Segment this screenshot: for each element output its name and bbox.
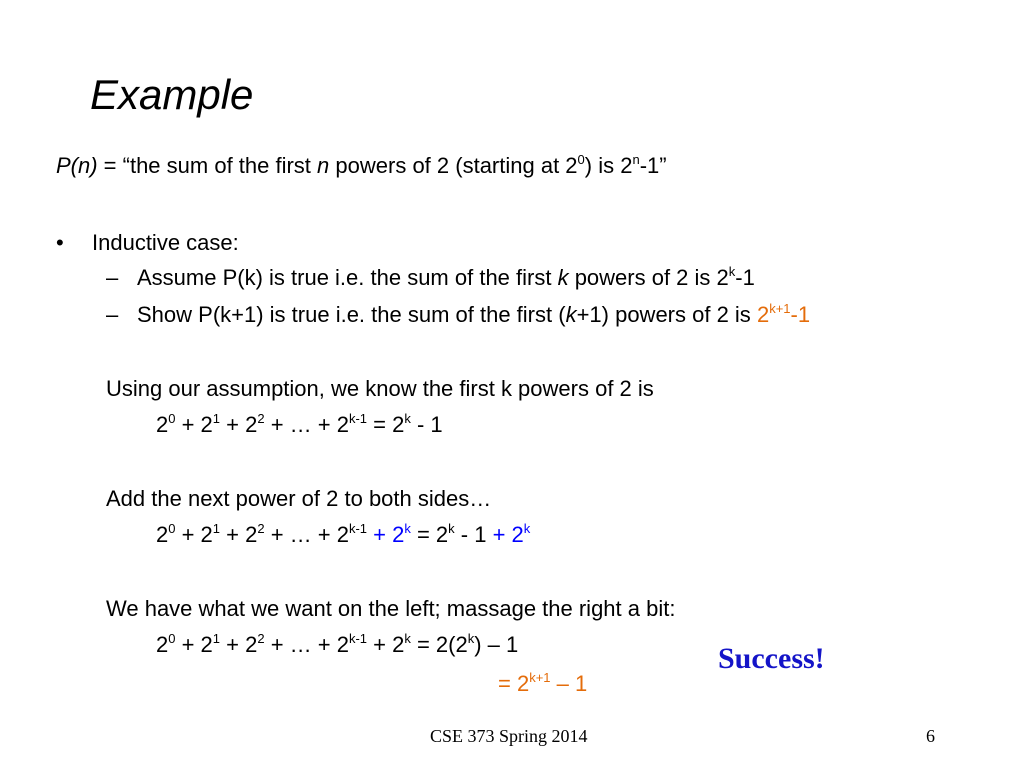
para3-text: We have what we want on the left; massage the right a bit: bbox=[106, 596, 676, 621]
definition-sup-n: n bbox=[632, 152, 640, 167]
eq3-t1: + 2 bbox=[175, 632, 213, 657]
sub2-goal-sup: k+1 bbox=[769, 301, 791, 316]
sub2-text-b: +1) powers of 2 is bbox=[576, 302, 757, 327]
eq2-t3: + … + 2 bbox=[264, 522, 349, 547]
eq3b-t1: – 1 bbox=[550, 671, 588, 696]
eq3-t5: = 2(2 bbox=[410, 632, 468, 657]
sub1-text-a: Assume P(k) is true i.e. the sum of the first bbox=[137, 265, 558, 290]
bullet-inductive-case: Inductive case: bbox=[92, 230, 239, 255]
eq2-bs1: k bbox=[404, 521, 411, 536]
eq1-t3: + … + 2 bbox=[264, 412, 349, 437]
definition-line bbox=[56, 152, 667, 178]
para3-result bbox=[498, 670, 588, 696]
sub2-goal-tail: -1 bbox=[790, 302, 811, 327]
eq3-s4: k bbox=[404, 631, 411, 646]
bullet-marker: • bbox=[56, 230, 64, 255]
sub1-sup-k: k bbox=[728, 264, 736, 279]
eq2-added-right bbox=[486, 522, 530, 547]
slide-title: Example bbox=[90, 71, 254, 118]
sub1-k: k bbox=[557, 265, 569, 290]
sub2-k: k bbox=[565, 302, 577, 327]
eq3-t3: + … + 2 bbox=[264, 632, 349, 657]
eq2-s1: 1 bbox=[212, 521, 221, 536]
eq1-s1: 1 bbox=[212, 411, 221, 426]
success-label: Success! bbox=[718, 642, 825, 675]
eq1-s4: k bbox=[404, 411, 411, 426]
sub1-text-b: powers of 2 is 2 bbox=[568, 265, 729, 290]
eq1-t2: + 2 bbox=[220, 412, 258, 437]
sub2-text-a: Show P(k+1) is true i.e. the sum of the first ( bbox=[137, 302, 566, 327]
eq1-s0: 0 bbox=[168, 411, 176, 426]
para2-text: Add the next power of 2 to both sides… bbox=[106, 486, 492, 511]
eq3b-t0: = 2 bbox=[498, 671, 530, 696]
eq2-b2: + 2 bbox=[486, 522, 524, 547]
para3-equation bbox=[156, 631, 519, 657]
eq1-t1: + 2 bbox=[175, 412, 213, 437]
definition-text-a: = “the sum of the first bbox=[97, 153, 318, 178]
definition-text-c: ) is 2 bbox=[584, 153, 633, 178]
eq3-s2: 2 bbox=[257, 631, 265, 646]
eq3-t4: + 2 bbox=[367, 632, 405, 657]
eq2-t4: = 2 bbox=[410, 522, 449, 547]
eq1-s2: 2 bbox=[257, 411, 265, 426]
eq2-t0: 2 bbox=[156, 522, 169, 547]
eq1-t0: 2 bbox=[156, 412, 169, 437]
definition-text-b: powers of 2 (starting at 2 bbox=[329, 153, 578, 178]
footer-page-number: 6 bbox=[926, 726, 935, 746]
eq2-t1: + 2 bbox=[175, 522, 213, 547]
eq2-s2: 2 bbox=[257, 521, 265, 536]
sub2-show bbox=[137, 301, 811, 327]
eq3-s5: k bbox=[467, 631, 475, 646]
para2-equation bbox=[156, 521, 531, 547]
eq2-t5: - 1 bbox=[454, 522, 487, 547]
eq1-s3: k-1 bbox=[348, 411, 368, 426]
para1-equation bbox=[156, 411, 443, 437]
eq3-t2: + 2 bbox=[220, 632, 258, 657]
sub2-dash: – bbox=[106, 302, 119, 327]
definition-n: n bbox=[317, 153, 330, 178]
eq1-t4: = 2 bbox=[367, 412, 405, 437]
para1-text: Using our assumption, we know the first k powers of 2 is bbox=[106, 376, 654, 401]
eq3-s0: 0 bbox=[168, 631, 176, 646]
eq3-t6: ) – 1 bbox=[474, 632, 519, 657]
eq2-s4: k bbox=[448, 521, 455, 536]
sub1-assume bbox=[137, 264, 755, 290]
eq2-s0: 0 bbox=[168, 521, 176, 536]
sub2-goal bbox=[757, 302, 810, 327]
eq2-bs2: k bbox=[523, 521, 531, 536]
footer-course: CSE 373 Spring 2014 bbox=[430, 726, 588, 746]
sub2-goal-base: 2 bbox=[756, 302, 770, 327]
eq2-t2: + 2 bbox=[220, 522, 258, 547]
definition-pn: P(n) bbox=[56, 153, 98, 178]
eq1-t5: - 1 bbox=[410, 412, 443, 437]
definition-sup-0: 0 bbox=[577, 152, 585, 167]
eq3b-s0: k+1 bbox=[529, 670, 551, 685]
sub1-dash: – bbox=[106, 265, 119, 290]
eq2-s3: k-1 bbox=[348, 521, 368, 536]
eq3-s3: k-1 bbox=[348, 631, 368, 646]
sub1-text-c: -1 bbox=[735, 265, 755, 290]
eq2-added-left bbox=[367, 522, 411, 547]
eq3-t0: 2 bbox=[156, 632, 169, 657]
eq2-b1: + 2 bbox=[367, 522, 405, 547]
eq3-s1: 1 bbox=[212, 631, 221, 646]
definition-text-d: -1” bbox=[639, 153, 667, 178]
